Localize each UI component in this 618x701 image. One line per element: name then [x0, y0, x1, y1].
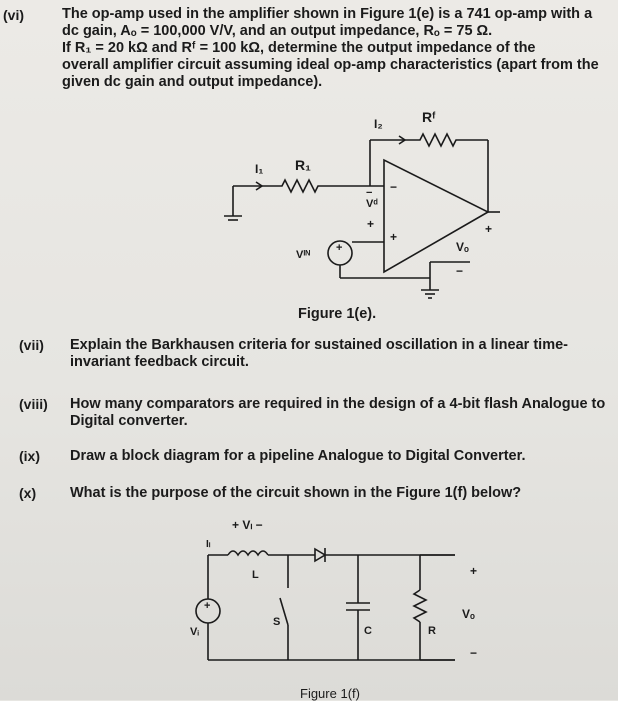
question-viii-line-2: Digital converter. [70, 413, 188, 429]
question-number-ix: (ix) [19, 448, 40, 464]
label-vi: Vᵢ [190, 626, 199, 638]
question-vii-line-1: Explain the Barkhausen criteria for sustained oscillation in a linear time- [70, 337, 568, 353]
opamp-plus-input: + [390, 230, 398, 244]
question-ix-line-1: Draw a block diagram for a pipeline Analogue to Digital Converter. [70, 448, 526, 464]
label-i1: I₁ [255, 162, 264, 176]
figure-1f-caption: Figure 1(f) [300, 686, 360, 701]
label-r: R [428, 625, 436, 637]
opamp-minus-input: − [390, 180, 398, 194]
label-rf: Rᶠ [422, 109, 436, 125]
question-vi-line-5: given dc gain and output impedance). [62, 74, 323, 90]
label-il: Iₗ [206, 539, 211, 550]
question-number-viii: (viii) [19, 396, 48, 412]
label-vo: Vₒ [462, 607, 475, 621]
label-s: S [273, 616, 281, 628]
question-number-vii: (vii) [19, 337, 44, 353]
label-vo: Vₒ [456, 240, 469, 254]
output-minus: − [456, 264, 464, 278]
inductor-l [228, 551, 268, 555]
label-vd: Vᵈ [366, 198, 378, 210]
vin-source-plus: + [336, 242, 343, 254]
question-vi-line-1: The op-amp used in the amplifier shown in Figure 1(e) is a 741 op-amp with a [62, 6, 593, 22]
label-l: L [252, 569, 259, 581]
vo-plus: + [470, 564, 478, 578]
question-vii-line-2: invariant feedback circuit. [70, 354, 249, 370]
label-c: C [364, 625, 372, 637]
label-vl: + Vₗ − [232, 518, 263, 532]
label-i2: I₂ [374, 117, 383, 131]
question-number-x: (x) [19, 485, 37, 501]
question-viii-line-1: How many comparators are required in the design of a 4-bit flash Analogue to [70, 396, 606, 412]
label-r1: R₁ [295, 157, 311, 173]
vo-minus: − [470, 646, 478, 660]
question-vi-line-2: dc gain, Aₒ = 100,000 V/V, and an output impedance, Rₒ = 75 Ω. [62, 23, 493, 39]
diode [315, 549, 325, 561]
question-x-line-1: What is the purpose of the circuit shown in the Figure 1(f) below? [70, 485, 522, 501]
label-vd-plus: + [367, 217, 375, 231]
label-vin: Vᴵᴺ [296, 249, 311, 261]
figure-1e-caption: Figure 1(e). [298, 306, 377, 322]
output-plus: + [485, 222, 493, 236]
question-vi-line-3: If R₁ = 20 kΩ and Rᶠ = 100 kΩ, determine the output impedance of the [62, 40, 536, 56]
label-vd-minus: − [366, 187, 373, 199]
question-vi-line-4: overall amplifier circuit assuming ideal op-amp characteristics (apart from the [62, 57, 599, 73]
vi-source-plus: + [204, 600, 211, 612]
question-number-vi: (vi) [3, 7, 24, 23]
